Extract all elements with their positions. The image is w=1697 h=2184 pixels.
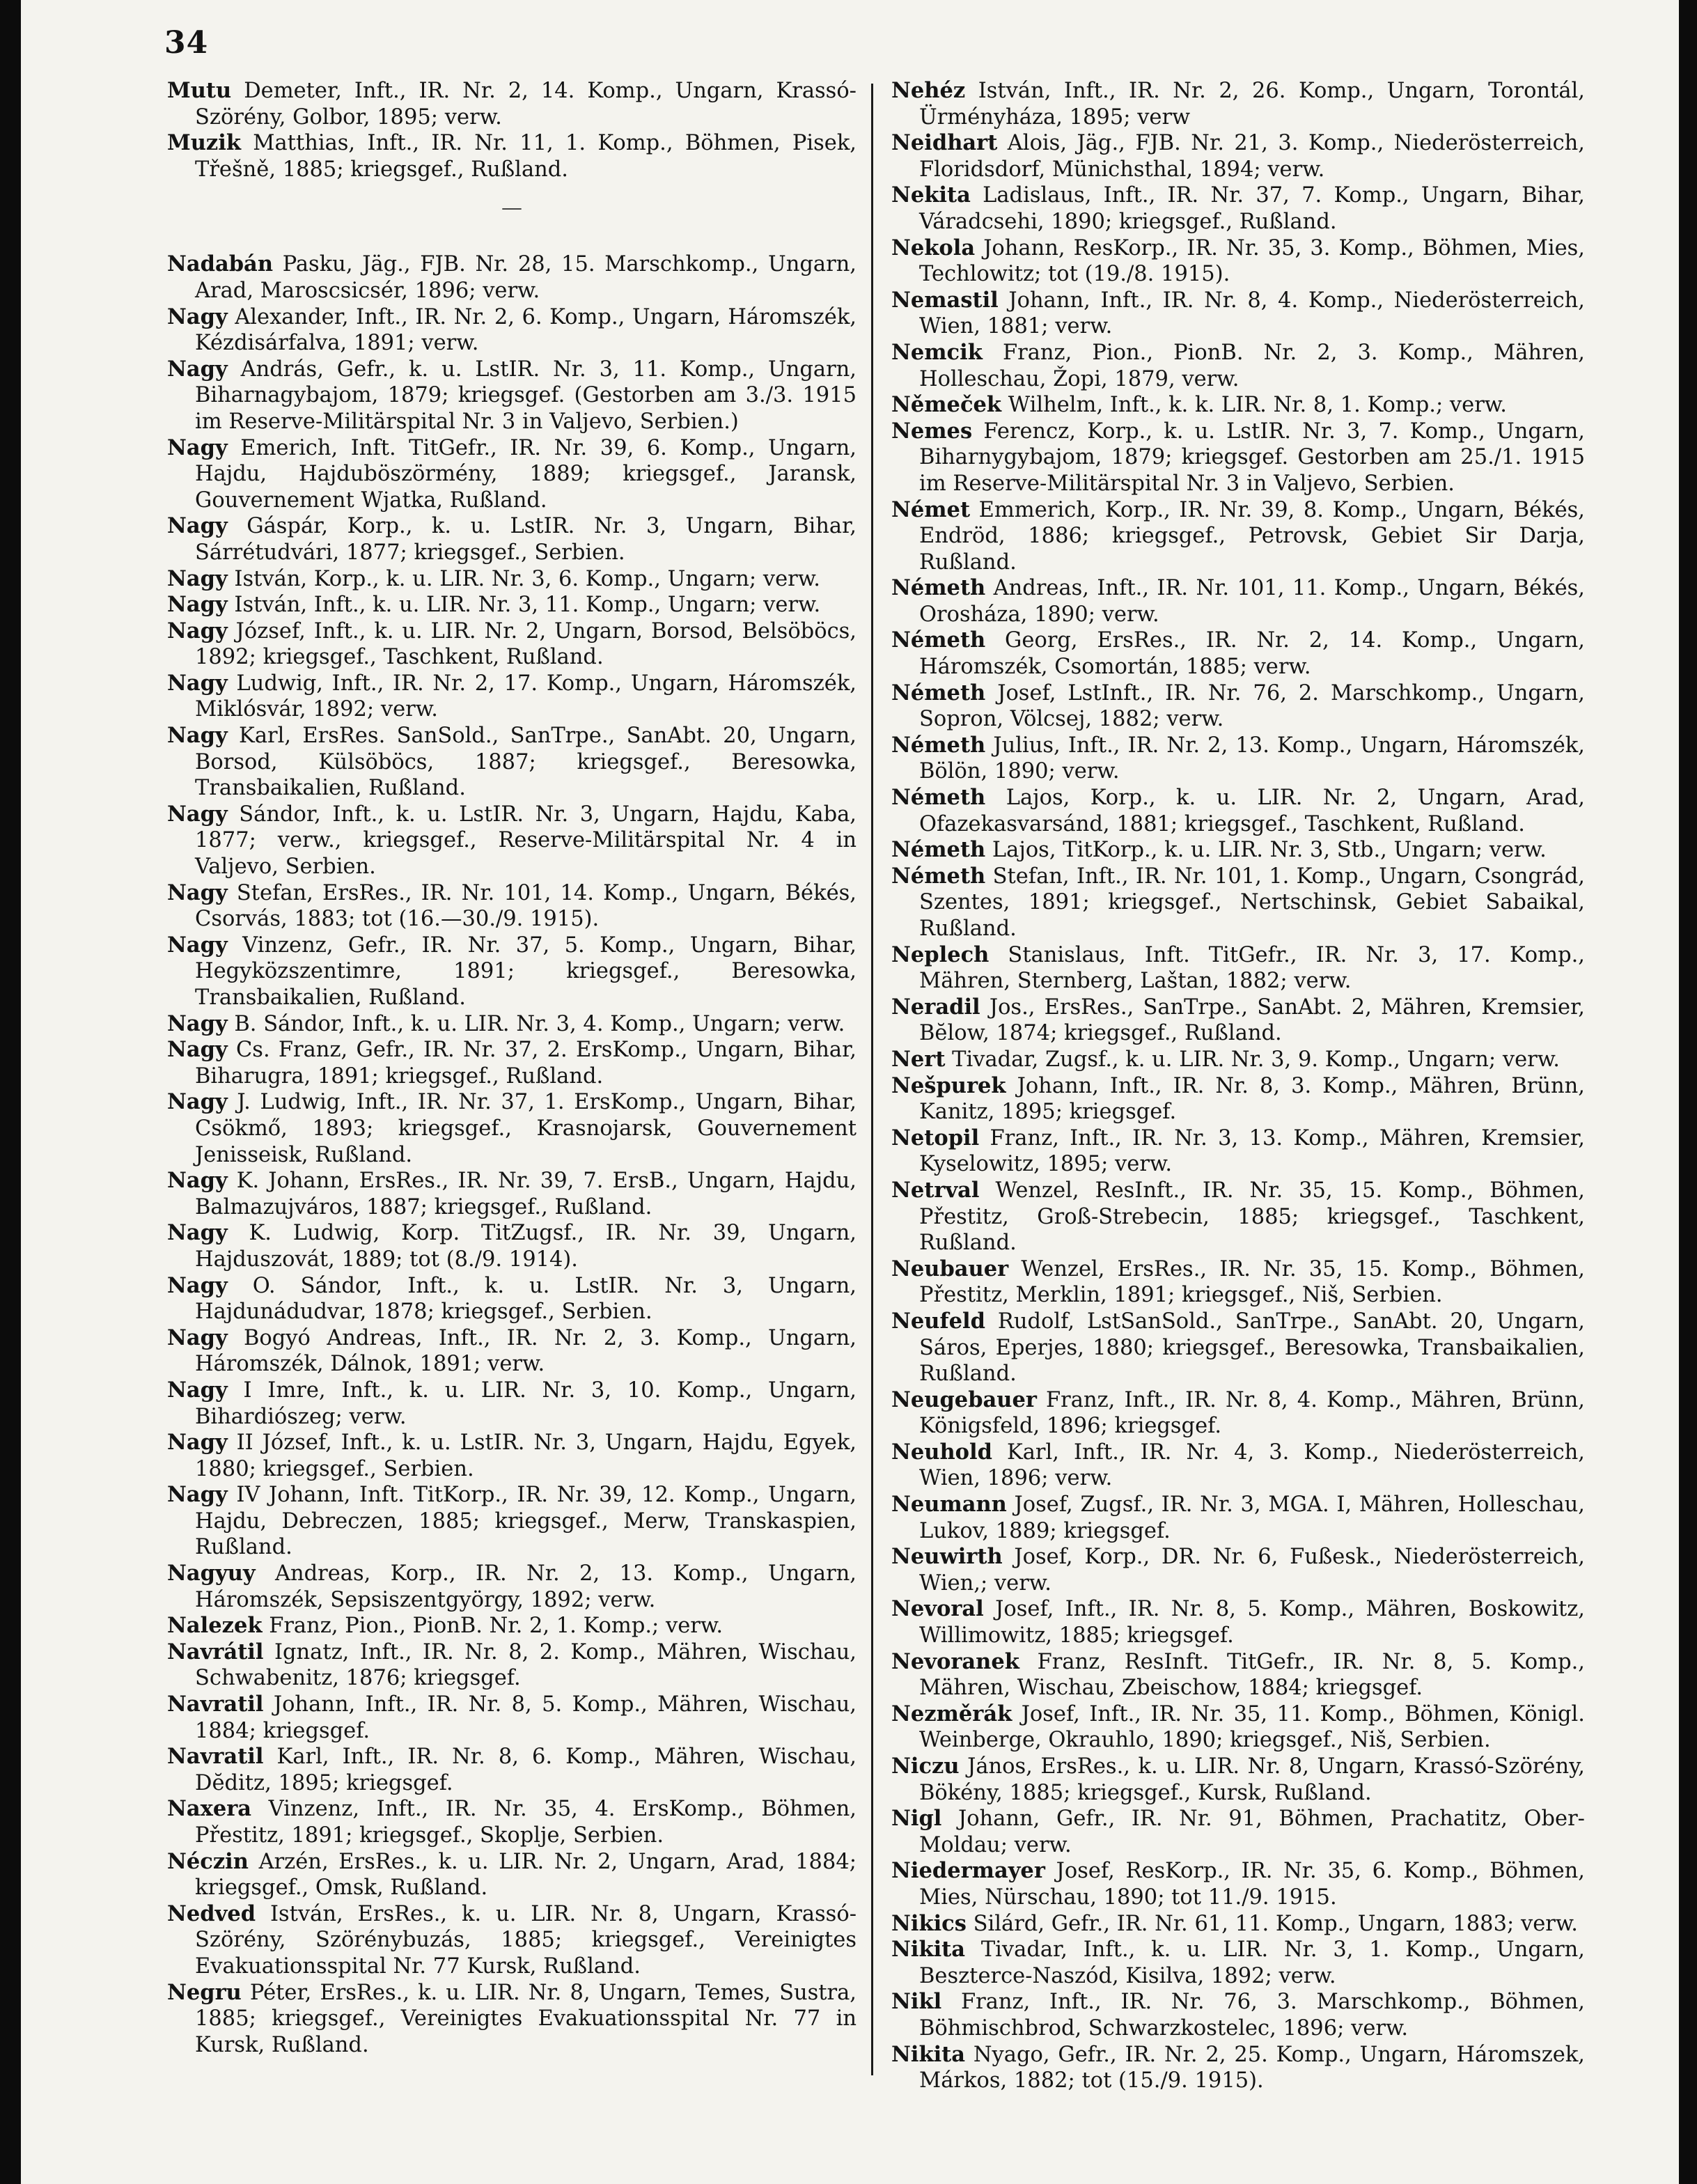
entry-details: András, Gefr., k. u. LstIR. Nr. 3, 11. Komp., Ungarn, Biharnagybajom, 1879; kriegsgef. (Gestorben am 3./3. 1915 im Reserve-Militärspital Nr. 3 in Valjevo, Serbien.)	[195, 357, 857, 434]
entry-surname: Nedved	[167, 1901, 256, 1926]
register-entry	[167, 1089, 857, 1168]
register-entry	[891, 864, 1585, 942]
register-entry	[891, 182, 1585, 235]
entry-surname: Németh	[891, 680, 986, 705]
register-entry	[891, 497, 1585, 576]
register-entry	[167, 1613, 857, 1639]
entry-details: Josef, Inft., IR. Nr. 35, 11. Komp., Böhmen, Königl. Weinberge, Okrauhlo, 1890; kriegsgef., Niš, Serbien.	[919, 1701, 1585, 1753]
entry-details: O. Sándor, Inft., k. u. LstIR. Nr. 3, Ungarn, Hajdunádudvar, 1878; kriegsgef., Serbien.	[195, 1273, 857, 1325]
entry-surname: Navrátil	[167, 1639, 264, 1664]
register-entry	[167, 1692, 857, 1744]
entry-details: Tivadar, Inft., k. u. LIR. Nr. 3, 1. Komp., Ungarn, Beszterce-Naszód, Kisilva, 1892; verw.	[919, 1937, 1585, 1988]
entry-surname: Neufeld	[891, 1308, 985, 1334]
register-entry	[891, 2042, 1585, 2094]
register-entry	[167, 1011, 857, 1038]
section-dash: —	[501, 196, 522, 221]
entry-surname: Nevoranek	[891, 1648, 1019, 1674]
entry-surname: Nezměrák	[891, 1701, 1012, 1726]
entry-details: Pasku, Jäg., FJB. Nr. 28, 15. Marschkomp., Ungarn, Arad, Maroscsicsér, 1896; verw.	[195, 252, 857, 303]
register-entry	[891, 1754, 1585, 1806]
register-entry	[167, 592, 857, 618]
entry-details: Emmerich, Korp., IR. Nr. 39, 8. Komp., Ungarn, Békés, Endröd, 1886; kriegsgef., Petrovsk, Gebiet Sir Darja, Rußland.	[919, 497, 1585, 575]
entry-details: Julius, Inft., IR. Nr. 2, 13. Komp., Ungarn, Háromszék, Bölön, 1890; verw.	[919, 733, 1585, 784]
entry-surname: Nikl	[891, 1989, 942, 2015]
entry-details: Wenzel, ErsRes., IR. Nr. 35, 15. Komp., Böhmen, Přestitz, Merklin, 1891; kriegsgef., Niš, Serbien.	[919, 1256, 1585, 1308]
register-entry	[891, 1440, 1585, 1492]
register-entry	[891, 680, 1585, 733]
entry-surname: Német	[891, 497, 971, 522]
register-entry	[891, 1701, 1585, 1754]
entry-details: II József, Inft., k. u. LstIR. Nr. 3, Ungarn, Hajdu, Egyek, 1880; kriegsgef., Serbien.	[195, 1430, 857, 1481]
entry-details: Demeter, Inft., IR. Nr. 2, 14. Komp., Ungarn, Krassó-Szörény, Golbor, 1895; verw.	[195, 79, 857, 130]
register-entry	[891, 392, 1585, 419]
entry-surname: Nigl	[891, 1806, 942, 1832]
entry-details: Vinzenz, Inft., IR. Nr. 35, 4. ErsKomp., Böhmen, Přestitz, 1891; kriegsgef., Skoplje, Serbien.	[195, 1797, 857, 1848]
entry-surname: Nagy	[167, 723, 228, 749]
entry-details: Johann, ResKorp., IR. Nr. 35, 3. Komp., Böhmen, Mies, Techlowitz; tot (19./8. 1915).	[919, 235, 1585, 287]
entry-details: Stanislaus, Inft. TitGefr., IR. Nr. 3, 17. Komp., Mähren, Sternberg, Laštan, 1882; verw.	[919, 942, 1585, 994]
register-entry	[891, 1544, 1585, 1596]
entry-details: Stefan, ErsRes., IR. Nr. 101, 14. Komp., Ungarn, Békés, Csorvás, 1883; tot (16.—30./9. 1915).	[195, 880, 857, 932]
entry-surname: Netopil	[891, 1125, 980, 1150]
entry-surname: Niczu	[891, 1754, 960, 1779]
scan-border-left	[0, 0, 21, 2184]
entry-surname: Németh	[891, 732, 986, 758]
entry-surname: Nagy	[167, 932, 228, 958]
register-entry	[167, 435, 857, 514]
entry-details: Sándor, Inft., k. u. LstIR. Nr. 3, Ungarn, Hajdu, Kaba, 1877; verw., kriegsgef., Reserve-Militärspital Nr. 4 in Valjevo, Serbien.	[195, 802, 857, 880]
entry-surname: Netrval	[891, 1177, 980, 1203]
entry-details: Silárd, Gefr., IR. Nr. 61, 11. Komp., Ungarn, 1883; verw.	[966, 1911, 1579, 1936]
scan-border-right	[1679, 0, 1697, 2184]
column-divider	[871, 84, 873, 2075]
register-entry	[167, 1168, 857, 1220]
register-entry	[167, 1273, 857, 1325]
entry-details: I Imre, Inft., k. u. LIR. Nr. 3, 10. Komp., Ungarn, Bihardiószeg; verw.	[195, 1378, 857, 1429]
register-entry	[891, 419, 1585, 497]
register-entry	[891, 1989, 1585, 2041]
entry-surname: Neuhold	[891, 1439, 992, 1465]
entry-details: Péter, ErsRes., k. u. LIR. Nr. 8, Ungarn, Temes, Sustra, 1885; kriegsgef., Vereinigtes Evakuationsspital Nr. 77 in Kursk, Rußland.	[195, 1980, 857, 2057]
entry-surname: Nagy	[167, 513, 228, 539]
register-entry	[891, 1047, 1585, 1073]
entry-surname: Nagy	[167, 566, 228, 591]
register-entry	[891, 288, 1585, 340]
entry-details: Johann, Gefr., IR. Nr. 91, Böhmen, Prachatitz, Ober-Moldau; verw.	[919, 1807, 1585, 1857]
register-entry	[167, 513, 857, 566]
entry-surname: Nagy	[167, 592, 228, 618]
entry-details: Cs. Franz, Gefr., IR. Nr. 37, 2. ErsKomp., Ungarn, Bihar, Biharugra, 1891; kriegsgef., Rußland.	[195, 1038, 857, 1089]
register-entry	[891, 1858, 1585, 1910]
register-entry	[167, 1430, 857, 1482]
register-entry	[167, 1901, 857, 1980]
register-entry	[167, 671, 857, 723]
entry-details: K. Ludwig, Korp. TitZugsf., IR. Nr. 39, Ungarn, Hajduszovát, 1889; tot (8./9. 1914).	[195, 1221, 857, 1272]
entry-surname: Nagy	[167, 880, 228, 905]
entry-details: Ferencz, Korp., k. u. LstIR. Nr. 3, 7. Komp., Ungarn, Biharnygybajom, 1879; kriegsgef. Gestorben am 25./1. 1915 im Reserve-Militärspital Nr. 3 in Valjevo, Serbien.	[919, 419, 1585, 496]
entry-surname: Nagy	[167, 304, 228, 329]
entry-details: IV Johann, Inft. TitKorp., IR. Nr. 39, 12. Komp., Ungarn, Hajdu, Debreczen, 1885; kriegsgef., Merw, Transkaspien, Rußland.	[195, 1483, 857, 1560]
register-entry	[167, 802, 857, 880]
entry-surname: Neumann	[891, 1492, 1007, 1518]
left-column	[167, 78, 857, 2058]
entry-surname: Nagy	[167, 1168, 228, 1194]
register-entry	[167, 1220, 857, 1272]
entry-details: István, Inft., k. u. LIR. Nr. 3, 11. Komp., Ungarn; verw.	[227, 593, 821, 618]
entry-surname: Muzik	[167, 130, 241, 156]
register-entry	[167, 357, 857, 435]
entry-details: János, ErsRes., k. u. LIR. Nr. 8, Ungarn, Krassó-Szörény, Bökény, 1885; kriegsgef., Kursk, Rußland.	[919, 1754, 1585, 1805]
entry-surname: Nemastil	[891, 287, 999, 313]
entry-surname: Nemcik	[891, 339, 983, 365]
register-entry	[167, 1796, 857, 1848]
register-entry	[167, 566, 857, 593]
entry-surname: Németh	[891, 575, 986, 601]
entry-details: Matthias, Inft., IR. Nr. 11, 1. Komp., Böhmen, Pisek, Třešně, 1885; kriegsgef., Rußland.	[195, 131, 857, 182]
entry-details: B. Sándor, Inft., k. u. LIR. Nr. 3, 4. Komp., Ungarn; verw.	[227, 1011, 845, 1036]
register-entry	[891, 575, 1585, 627]
entry-details: Andreas, Korp., IR. Nr. 2, 13. Komp., Ungarn, Háromszék, Sepsiszentgyörgy, 1892; verw.	[195, 1561, 857, 1612]
entry-surname: Nagy	[167, 1220, 228, 1246]
entry-details: István, ErsRes., k. u. LIR. Nr. 8, Ungarn, Krassó-Szörény, Szörénybuzás, 1885; kriegsgef., Vereinigtes Evakuationsspital Nr. 77 Kursk, Rußland.	[195, 1901, 857, 1979]
entry-details: Alexander, Inft., IR. Nr. 2, 6. Komp., Ungarn, Háromszék, Kézdisárfalva, 1891; verw.	[195, 304, 857, 356]
entry-details: Franz, Inft., IR. Nr. 3, 13. Komp., Mähren, Kremsier, Kyselowitz, 1895; verw.	[919, 1125, 1585, 1177]
entry-surname: Nagy	[167, 356, 228, 382]
register-entry	[167, 78, 857, 130]
entry-surname: Nagy	[167, 1037, 228, 1063]
register-entry	[891, 1073, 1585, 1125]
entry-surname: Neugebauer	[891, 1387, 1037, 1412]
entry-surname: Navratil	[167, 1744, 264, 1770]
entry-surname: Nevoral	[891, 1596, 984, 1622]
entry-surname: Nikics	[891, 1910, 967, 1936]
register-entry	[167, 304, 857, 357]
register-entry	[891, 235, 1585, 288]
entry-surname: Németh	[891, 785, 986, 811]
entry-details: Karl, Inft., IR. Nr. 8, 6. Komp., Mähren, Wischau, Dĕditz, 1895; kriegsgef.	[195, 1745, 857, 1795]
entry-details: Tivadar, Zugsf., k. u. LIR. Nr. 3, 9. Komp., Ungarn; verw.	[945, 1047, 1560, 1072]
entry-surname: Nert	[891, 1046, 946, 1072]
entry-surname: Németh	[891, 837, 986, 863]
entry-details: Alois, Jäg., FJB. Nr. 21, 3. Komp., Niederösterreich, Floridsdorf, Münichsthal, 1894; verw.	[919, 131, 1585, 182]
register-entry	[167, 1639, 857, 1692]
register-entry	[891, 837, 1585, 864]
right-column	[891, 78, 1585, 2094]
entry-surname: Nadabán	[167, 251, 273, 277]
entry-surname: Nagy	[167, 670, 228, 696]
register-entry	[891, 1309, 1585, 1387]
entry-details: Bogyó Andreas, Inft., IR. Nr. 2, 3. Komp., Ungarn, Háromszék, Dálnok, 1891; verw.	[195, 1325, 857, 1377]
register-entry	[167, 251, 857, 304]
entry-surname: Nagy	[167, 1430, 228, 1456]
register-entry	[891, 627, 1585, 680]
register-entry	[167, 933, 857, 1011]
register-entry	[891, 994, 1585, 1047]
entry-details: Andreas, Inft., IR. Nr. 101, 11. Komp., Ungarn, Békés, Orosháza, 1890; verw.	[919, 576, 1585, 627]
register-entry	[891, 1387, 1585, 1440]
entry-details: Georg, ErsRes., IR. Nr. 2, 14. Komp., Ungarn, Háromszék, Csomortán, 1885; verw.	[919, 628, 1585, 680]
entry-surname: Németh	[891, 863, 986, 889]
entry-surname: Navratil	[167, 1692, 264, 1717]
register-entry	[891, 1596, 1585, 1648]
entry-surname: Nehéz	[891, 78, 966, 103]
entry-surname: Naxera	[167, 1796, 252, 1822]
register-entry	[167, 1849, 857, 1901]
register-entry	[891, 130, 1585, 182]
entry-surname: Nešpurek	[891, 1072, 1006, 1098]
entry-surname: Němeček	[891, 392, 1002, 418]
register-entry	[891, 1937, 1585, 1989]
register-entry	[167, 880, 857, 933]
entry-surname: Nagy	[167, 1011, 228, 1036]
register-entry	[891, 1125, 1585, 1178]
entry-surname: Nikita	[891, 1937, 966, 1963]
entry-surname: Neidhart	[891, 130, 998, 156]
entry-details: Josef, Inft., IR. Nr. 8, 5. Komp., Mähren, Boskowitz, Willimowitz, 1885; kriegsgef.	[919, 1597, 1585, 1648]
entry-details: Lajos, Korp., k. u. LIR. Nr. 2, Ungarn, Arad, Ofazekasvarsánd, 1881; kriegsgef., Taschkent, Rußland.	[919, 786, 1585, 836]
register-entry	[167, 1378, 857, 1430]
entry-details: K. Johann, ErsRes., IR. Nr. 39, 7. ErsB., Ungarn, Hajdu, Balmazujváros, 1887; kriegsgef., Rußland.	[195, 1169, 857, 1219]
entry-surname: Nagy	[167, 435, 228, 460]
entry-surname: Neuwirth	[891, 1544, 1003, 1570]
entry-details: István, Inft., IR. Nr. 2, 26. Komp., Ungarn, Torontál, Ürményháza, 1895; verw	[919, 79, 1585, 130]
entry-details: Jos., ErsRes., SanTrpe., SanAbt. 2, Mähren, Kremsier, Bĕlow, 1874; kriegsgef., Rußland.	[919, 994, 1585, 1046]
register-entry	[891, 1256, 1585, 1309]
entry-details: Johann, Inft., IR. Nr. 8, 3. Komp., Mähren, Brünn, Kanitz, 1895; kriegsgef.	[919, 1073, 1585, 1125]
entry-details: Josef, Korp., DR. Nr. 6, Fußesk., Niederösterreich, Wien,; verw.	[919, 1545, 1585, 1596]
entry-surname: Nalezek	[167, 1613, 263, 1639]
entry-surname: Nagy	[167, 1272, 228, 1298]
entry-details: Stefan, Inft., IR. Nr. 101, 1. Komp., Ungarn, Csongrád, Szentes, 1891; kriegsgef., Nertschinsk, Gebiet Sabaikal, Rußland.	[919, 864, 1585, 941]
entry-surname: Nekola	[891, 235, 976, 260]
register-entry	[891, 1806, 1585, 1858]
entry-details: Nyago, Gefr., IR. Nr. 2, 25. Komp., Ungarn, Háromszek, Márkos, 1882; tot (15./9. 1915).	[919, 2042, 1585, 2093]
entry-details: Josef, Zugsf., IR. Nr. 3, MGA. I, Mähren, Holleschau, Lukov, 1889; kriegsgef.	[919, 1492, 1585, 1543]
entry-surname: Negru	[167, 1979, 242, 2005]
entry-details: Wenzel, ResInft., IR. Nr. 35, 15. Komp., Böhmen, Přestitz, Groß-Strebecin, 1885; kriegsgef., Taschkent, Rußland.	[919, 1178, 1585, 1256]
entry-surname: Nagy	[167, 1089, 228, 1115]
entry-surname: Mutu	[167, 78, 232, 103]
entry-details: Franz, Inft., IR. Nr. 76, 3. Marschkomp., Böhmen, Böhmischbrod, Schwarzkostelec, 1896; verw.	[919, 1990, 1585, 2041]
entry-surname: Neubauer	[891, 1256, 1009, 1281]
entry-surname: Nagy	[167, 801, 228, 827]
entry-surname: Nagyuy	[167, 1561, 256, 1586]
entry-details: István, Korp., k. u. LIR. Nr. 3, 6. Komp., Ungarn; verw.	[227, 566, 820, 591]
register-entry	[891, 78, 1585, 130]
entry-details: Josef, LstInft., IR. Nr. 76, 2. Marschkomp., Ungarn, Sopron, Völcsej, 1882; verw.	[919, 680, 1585, 732]
register-entry	[167, 1482, 857, 1561]
register-entry	[891, 1649, 1585, 1701]
entry-details: Rudolf, LstSanSold., SanTrpe., SanAbt. 20, Ungarn, Sáros, Eperjes, 1880; kriegsgef., Beresowka, Transbaikalien, Rußland.	[919, 1309, 1585, 1387]
entry-surname: Neradil	[891, 994, 980, 1020]
entry-details: Wilhelm, Inft., k. k. LIR. Nr. 8, 1. Komp.; verw.	[1001, 393, 1507, 418]
entry-details: Arzén, ErsRes., k. u. LIR. Nr. 2, Ungarn, Arad, 1884; kriegsgef., Omsk, Rußland.	[195, 1849, 857, 1901]
entry-surname: Niedermayer	[891, 1858, 1045, 1884]
entry-details: Lajos, TitKorp., k. u. LIR. Nr. 3, Stb., Ungarn; verw.	[985, 838, 1547, 863]
register-entry	[167, 1037, 857, 1089]
entry-surname: Neplech	[891, 942, 990, 967]
entry-surname: Nagy	[167, 1482, 228, 1508]
entry-details: Ludwig, Inft., IR. Nr. 2, 17. Komp., Ungarn, Háromszék, Miklósvár, 1892; verw.	[195, 671, 857, 722]
register-entry	[891, 733, 1585, 785]
register-entry	[891, 340, 1585, 392]
register-entry	[891, 1492, 1585, 1544]
entry-details: Karl, Inft., IR. Nr. 4, 3. Komp., Niederösterreich, Wien, 1896; verw.	[919, 1440, 1585, 1491]
entry-details: József, Inft., k. u. LIR. Nr. 2, Ungarn, Borsod, Belsöböcs, 1892; kriegsgef., Taschkent, Rußland.	[195, 618, 857, 670]
register-entry	[891, 785, 1585, 837]
entry-details: Emerich, Inft. TitGefr., IR. Nr. 39, 6. Komp., Ungarn, Hajdu, Hajduböszörmény, 1889; kriegsgef., Jaransk, Gouvernement Wjatka, Rußland.	[195, 435, 857, 513]
entry-surname: Nagy	[167, 1325, 228, 1350]
register-entry	[167, 618, 857, 671]
entry-surname: Nikita	[891, 2041, 966, 2067]
register-entry	[167, 1561, 857, 1613]
entry-details: Josef, ResKorp., IR. Nr. 35, 6. Komp., Böhmen, Mies, Nürschau, 1890; tot 11./9. 1915.	[919, 1859, 1585, 1910]
entry-details: Gáspár, Korp., k. u. LstIR. Nr. 3, Ungarn, Bihar, Sárrétudvári, 1877; kriegsgef., Serbien.	[195, 514, 857, 565]
entry-surname: Nekita	[891, 182, 971, 208]
entry-details: J. Ludwig, Inft., IR. Nr. 37, 1. ErsKomp., Ungarn, Bihar, Csökmő, 1893; kriegsgef., Krasnojarsk, Gouvernement Jenisseisk, Rußland.	[195, 1090, 857, 1167]
entry-details: Ladislaus, Inft., IR. Nr. 37, 7. Komp., Ungarn, Bihar, Váradcsehi, 1890; kriegsgef., Rußland.	[919, 183, 1585, 234]
register-entry	[891, 1911, 1585, 1937]
entry-details: Johann, Inft., IR. Nr. 8, 5. Komp., Mähren, Wischau, 1884; kriegsgef.	[195, 1692, 857, 1743]
entry-details: Franz, Pion., PionB. Nr. 2, 3. Komp., Mähren, Holleschau, Žopi, 1879, verw.	[919, 340, 1585, 391]
register-entry	[891, 942, 1585, 994]
register-entry	[891, 1178, 1585, 1256]
entry-surname: Néczin	[167, 1848, 249, 1874]
register-entry	[167, 723, 857, 802]
entry-surname: Németh	[891, 627, 986, 653]
entry-details: Ignatz, Inft., IR. Nr. 8, 2. Komp., Mähren, Wischau, Schwabenitz, 1876; kriegsgef.	[195, 1639, 857, 1691]
entry-details: Franz, Inft., IR. Nr. 8, 4. Komp., Mähren, Brünn, Königsfeld, 1896; kriegsgef.	[919, 1387, 1585, 1439]
entry-details: Vinzenz, Gefr., IR. Nr. 37, 5. Komp., Ungarn, Bihar, Hegyközszentimre, 1891; kriegsgef., Beresowka, Transbaikalien, Rußland.	[195, 933, 857, 1010]
page-number: 34	[164, 25, 209, 61]
entry-details: Johann, Inft., IR. Nr. 8, 4. Komp., Niederösterreich, Wien, 1881; verw.	[919, 288, 1585, 339]
register-entry	[167, 1744, 857, 1796]
entry-surname: Nagy	[167, 1377, 228, 1403]
entry-details: Franz, Pion., PionB. Nr. 2, 1. Komp.; verw.	[262, 1614, 724, 1639]
entry-surname: Nagy	[167, 618, 228, 644]
register-entry	[167, 1325, 857, 1378]
register-entry	[167, 1980, 857, 2059]
entry-surname: Nemes	[891, 418, 973, 444]
register-entry	[167, 130, 857, 182]
entry-details: Franz, ResInft. TitGefr., IR. Nr. 8, 5. Komp., Mähren, Wischau, Zbeischow, 1884; kriegsgef.	[919, 1649, 1585, 1701]
entry-details: Karl, ErsRes. SanSold., SanTrpe., SanAbt. 20, Ungarn, Borsod, Külsöböcs, 1887; kriegsgef., Beresowka, Transbaikalien, Rußland.	[195, 724, 857, 801]
